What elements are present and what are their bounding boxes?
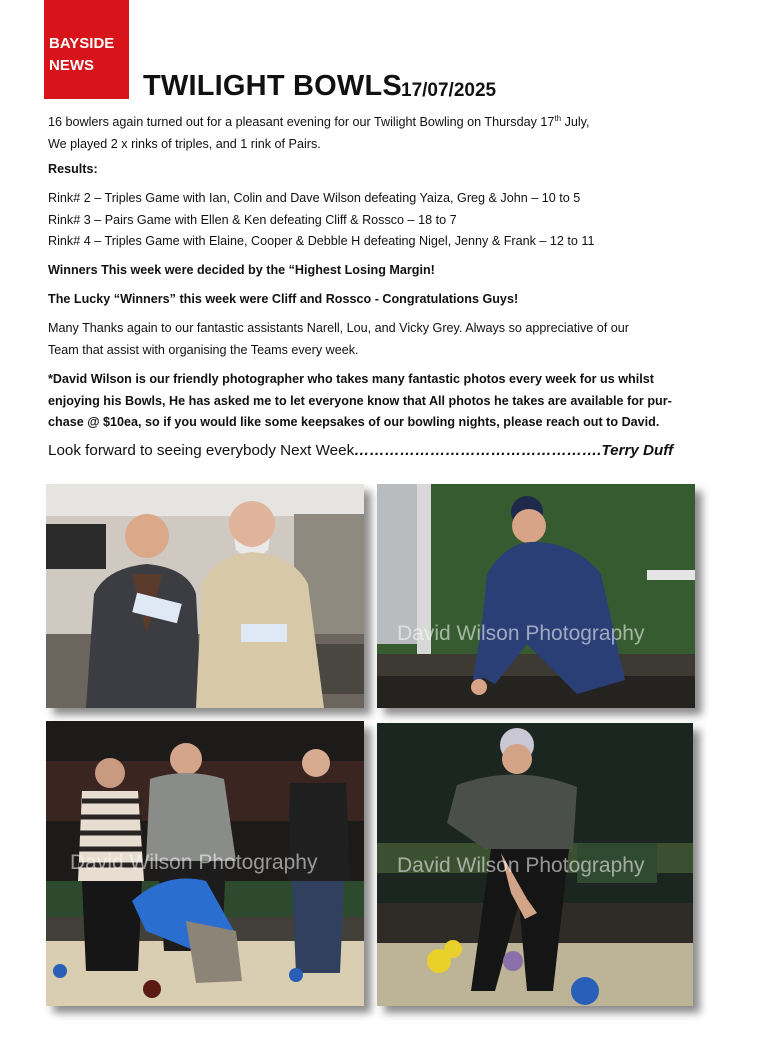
result-rink-2: Rink# 2 – Triples Game with Ian, Colin and Dave Wilson defeating Yaiza, Greg & John – 10 to 5 — [48, 191, 581, 205]
photo-woman-bowling — [377, 723, 693, 1006]
photo-group-on-green — [46, 721, 364, 1006]
results-heading: Results: — [48, 162, 98, 176]
signoff-text: Look forward to seeing everybody Next Week — [48, 442, 355, 459]
winners-note: Winners This week were decided by the “Highest Losing Margin! — [48, 263, 435, 277]
page-date: 17/07/2025 — [401, 80, 497, 101]
intro-line-1-text: 16 bowlers again turned out for a pleasant evening for our Twilight Bowling on Thursday 17 — [48, 115, 555, 130]
intro-line-2: We played 2 x rinks of triples, and 1 rink of Pairs. — [48, 136, 321, 151]
signoff — [48, 442, 673, 459]
badge-line-1: BAYSIDE — [49, 35, 115, 52]
photo-2-watermark: David Wilson Photography — [397, 622, 645, 645]
photo-3-watermark: David Wilson Photography — [70, 851, 318, 874]
signoff-author: Terry Duff — [601, 442, 674, 459]
signoff-dots: …………………………………………. — [354, 442, 602, 459]
thanks-line-2: Team that assist with organising the Teams every week. — [48, 342, 359, 357]
thanks-line-1: Many Thanks again to our fantastic assistants Narell, Lou, and Vicky Grey. Always so appreciative of our — [48, 321, 630, 335]
result-rink-3: Rink# 3 – Pairs Game with Ellen & Ken defeating Cliff & Rossco – 18 to 7 — [48, 212, 457, 227]
photographer-paragraph — [48, 369, 672, 434]
intro-paragraph — [48, 108, 590, 155]
badge-line-2: NEWS — [49, 57, 94, 74]
photo-man-bowling — [377, 484, 695, 708]
result-rink-4: Rink# 4 – Triples Game with Elaine, Cooper & Debble H defeating Nigel, Jenny & Frank – 12 to 11 — [48, 234, 595, 248]
lucky-winners: The Lucky “Winners” this week were Cliff and Rossco - Congratulations Guys! — [48, 292, 519, 306]
results-list — [48, 188, 595, 253]
photo-4-watermark: David Wilson Photography — [397, 854, 645, 877]
photographer-line-1: *David Wilson is our friendly photographer who takes many fantastic photos every week for us whilst — [48, 372, 654, 386]
intro-line-1-sup: th — [554, 114, 562, 123]
bayside-news-badge — [44, 0, 129, 99]
thanks-paragraph — [48, 318, 629, 361]
photographer-line-2: enjoying his Bowls, He has asked me to let everyone know that All photos he takes are available for pur- — [48, 393, 672, 408]
intro-line-1-post: July, — [561, 115, 590, 130]
photo-winners-with-vouchers — [46, 484, 364, 708]
page-title: TWILIGHT BOWLS — [143, 70, 402, 102]
photographer-line-3: chase @ $10ea, so if you would like some keepsakes of our bowling nights, please reach out to David. — [48, 415, 660, 429]
